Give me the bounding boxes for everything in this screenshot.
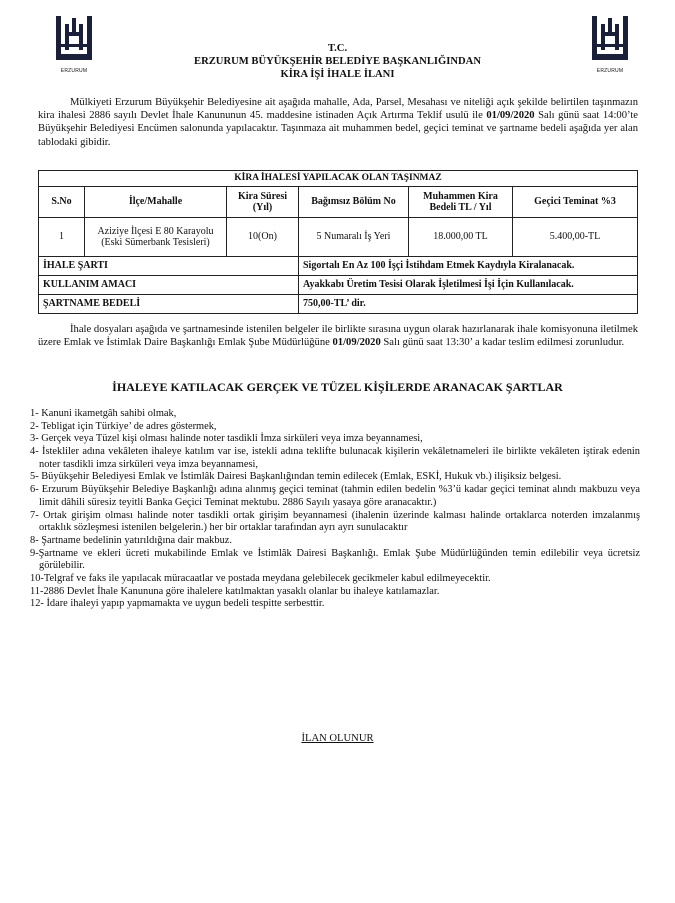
list-item: 10-Telgraf ve faks ile yapılacak müracaatlar ve postada meydana gelebilecek gecikmeler kabul edilmeyecektir. <box>30 572 491 584</box>
kullanim-amaci-label: KULLANIM AMACI <box>39 276 299 295</box>
list-item: 9-Şartname ve ekleri ücreti mukabilinde Emlak ve İstimlâk Dairesi Başkanlığı. Emlak Şube Müdürlüğünden temin edilebilir veya ücretsiz görülebilir. <box>30 547 640 572</box>
col-header-bedel: Muhammen Kira Bedeli TL / Yıl <box>409 187 513 218</box>
header-institution: ERZURUM BÜYÜKŞEHİR BELEDİYE BAŞKANLIĞINDAN <box>194 55 481 67</box>
cell-ilce: Aziziye İlçesi E 80 Karayolu (Eski Sümerbank Tesisleri) <box>85 218 227 257</box>
header-tc: T.C. <box>327 43 348 54</box>
list-item: 8- Şartname bedelinin yatırıldığına dair makbuz. <box>30 534 232 546</box>
submission-date: 01/09/2020 <box>332 337 381 349</box>
conditions-title: İHALEYE KATILACAK GERÇEK VE TÜZEL KİŞİLERDE ARANACAK ŞARTLAR <box>112 380 563 394</box>
list-item: 12- İdare ihaleyi yapıp yapmamakta ve uygun bedeli tespitte serbesttir. <box>30 598 325 610</box>
submission-text-b: Salı günü saat 13:30’ a kadar teslim edilmesi zorunludur. <box>380 337 625 349</box>
submission-paragraph <box>38 323 638 349</box>
sartname-bedeli-label: ŞARTNAME BEDELİ <box>39 295 299 314</box>
ihale-sarti-row <box>39 257 638 276</box>
kullanim-amaci-value: Ayakkabı Üretim Tesisi Olarak İşletilmesi İşi İçin Kullanılacak. <box>299 276 638 295</box>
kullanim-amaci-row <box>39 276 638 295</box>
document-header <box>0 43 675 82</box>
table-header-row <box>39 187 638 218</box>
intro-text-a: Mülkiyeti Erzurum Büyükşehir Belediyesine ait aşağıda mahalle, Ada, Parsel, Mesahası ve niteliği açık şekilde belirtilen taşınmazın kira ihalesi 2886 sayılı Devlet İhale Kanununun 45. maddesine istinaden Açık Artırma Teklif usulü ile <box>38 97 638 122</box>
col-header-teminat: Geçici Teminat %3 <box>513 187 638 218</box>
list-item: 1- Kanuni ikametgâh sahibi olmak, <box>30 408 177 419</box>
intro-date: 01/09/2020 <box>486 110 535 122</box>
header-title: KİRA İŞİ İHALE İLANI <box>280 68 395 80</box>
ihale-sarti-label: İHALE ŞARTI <box>39 257 299 276</box>
cell-bolum: 5 Numaralı İş Yeri <box>299 218 409 257</box>
list-item: 6- Erzurum Büyükşehir Belediye Başkanlığı adına alınmış geçici teminat (tahmin edilen bedelin %3’ü kadar geçici teminat alındı makbuzu veya limit dâhili süresiz teyitli Banka Geçici Teminat mektubu. 2886 Sayılı yasaya göre aranacaktır.) <box>30 484 640 508</box>
conditions-list <box>30 408 640 611</box>
col-header-sno: S.No <box>39 187 85 218</box>
sartname-bedeli-row <box>39 295 638 314</box>
list-item: 4- İstekliler adına vekâleten ihaleye katılım var ise, istekli adına teklifte bulunacak kişilerin vekâletnameleri ile birlikte vekâleten iştirak edenin noter tasdikli imza sirküleri veya imza beyannamesi, <box>30 446 640 470</box>
intro-text-b: Salı günü saat 14:00’te Büyükşehir Belediyesi Encümen salonunda yapılacaktır. Taşınmaza ait muhammen bedel, geçici teminat ve şartname bedeli aşağıda yer alan tablodaki gibidir. <box>38 110 638 148</box>
cell-teminat: 5.400,00-TL <box>513 218 638 257</box>
intro-paragraph <box>38 96 638 149</box>
col-header-ilce: İlçe/Mahalle <box>85 187 227 218</box>
col-header-sure: Kira Süresi (Yıl) <box>227 187 299 218</box>
cell-sno: 1 <box>39 218 85 257</box>
list-item: 5- Büyükşehir Belediyesi Emlak ve İstimlâk Dairesi Başkanlığından temin edilecek (Emlak, ESKİ, Hukuk vb.) ilişiksiz belgesi. <box>30 471 562 483</box>
sartname-bedeli-value: 750,00-TL’ dir. <box>299 295 638 314</box>
announcement-footer <box>0 732 675 745</box>
submission-text-a: İhale dosyaları aşağıda ve şartnamesinde istenilen belgeler ile birlikte sırasına uygun olarak hazırlanarak ihale komisyonuna iletilmek üzere Emlak ve İstimlak Daire Başkanlığı Emlak Şube Müdürlüğüne <box>38 324 638 349</box>
table-caption: KİRA İHALESİ YAPILACAK OLAN TAŞINMAZ <box>39 171 638 187</box>
ilan-olunur: İLAN OLUNUR <box>301 733 374 744</box>
logo-caption: ERZURUM <box>596 67 624 74</box>
ihale-sarti-value: Sigortalı En Az 100 İşçi İstihdam Etmek Kaydıyla Kiralanacak. <box>299 257 638 276</box>
col-header-bolum: Bağımsız Bölüm No <box>299 187 409 218</box>
list-item: 3- Gerçek veya Tüzel kişi olması halinde noter tasdikli İmza sirküleri veya imza beyannamesi, <box>30 433 423 445</box>
cell-sure: 10(On) <box>227 218 299 257</box>
property-table <box>38 170 638 314</box>
list-item: 2- Tebligat için Türkiye’ de adres göstermek, <box>30 420 217 432</box>
logo-caption: ERZURUM <box>60 67 88 74</box>
list-item: 7- Ortak girişim olması halinde noter tasdikli ortak girişim beyannamesi (ihalenin üzerinde kalması halinde ortaklarca noterden imzalanmış ortaklık sözleşmesi istenilen belgelerin.) her bir ortaklar tarafından ayrı ayrı sunulacaktır <box>30 509 640 534</box>
table-row <box>39 218 638 257</box>
cell-bedel: 18.000,00 TL <box>409 218 513 257</box>
list-item: 11-2886 Devlet İhale Kanununa göre ihalelere katılmaktan yasaklı olanlar bu ihaleye katılamazlar. <box>30 585 440 597</box>
